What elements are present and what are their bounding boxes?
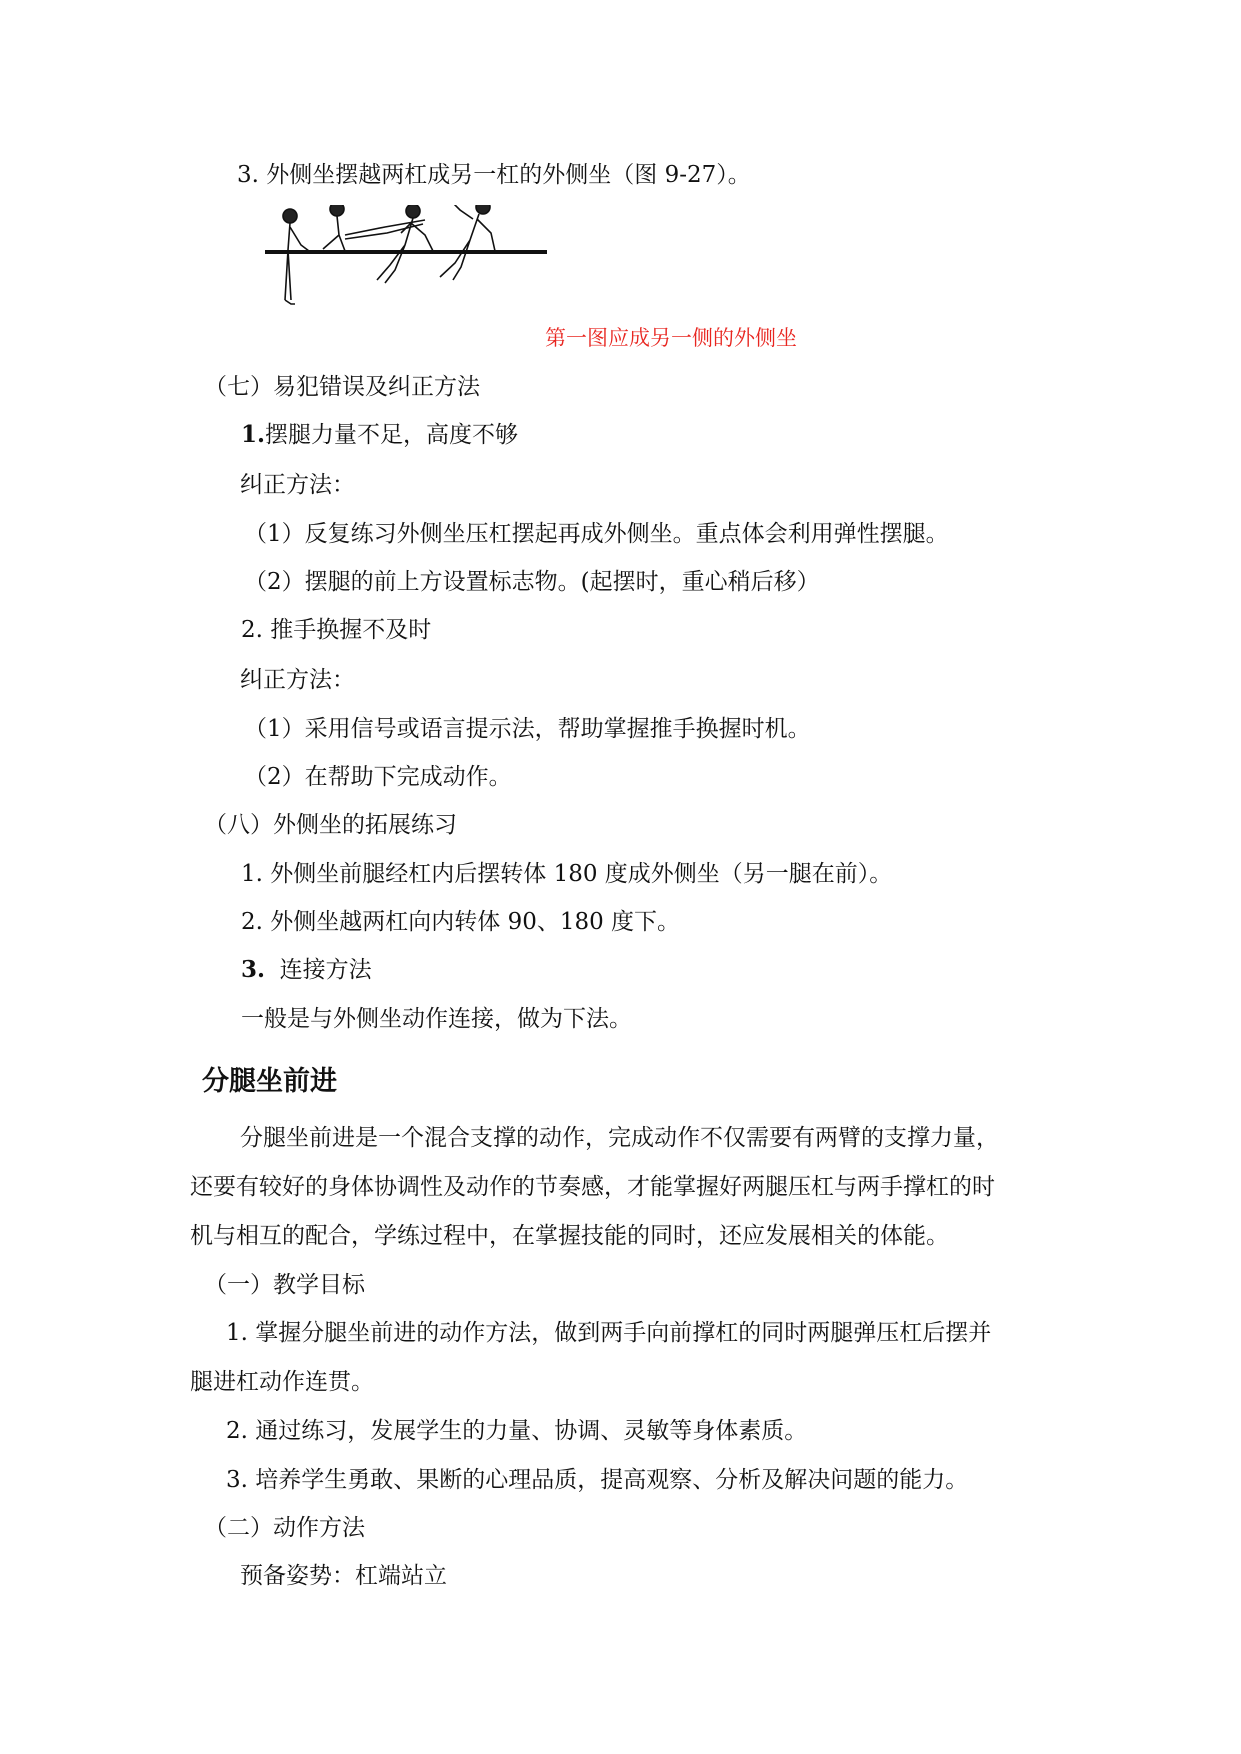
fix2-item1: （1）采用信号或语言提示法，帮助掌握推手换握时机。 bbox=[244, 716, 811, 742]
prep-line: 预备姿势：杠端站立 bbox=[240, 1563, 447, 1589]
figure-reference-line: 3. 外侧坐摆越两杠成另一杠的外侧坐（图 9-27）。 bbox=[237, 162, 751, 188]
gymnast-swing-2 bbox=[440, 205, 495, 280]
fix2-item2: （2）在帮助下完成动作。 bbox=[244, 764, 512, 790]
error1-number: 1. bbox=[241, 421, 266, 448]
intro-line-2: 还要有较好的身体协调性及动作的节奏感，才能掌握好两腿压杠与两手撑杠的时 bbox=[190, 1174, 995, 1200]
gymnast-swing-1 bbox=[377, 205, 433, 283]
gymnast-standing bbox=[283, 209, 309, 304]
error1-text: 摆腿力量不足，高度不够 bbox=[265, 422, 519, 448]
goal1-line-b: 腿进杠动作连贯。 bbox=[190, 1369, 374, 1395]
extension-item3-desc: 一般是与外侧坐动作连接，做为下法。 bbox=[241, 1006, 632, 1032]
fix1-item2: （2）摆腿的前上方设置标志物。(起摆时，重心稍后移） bbox=[244, 569, 820, 595]
goal3-line: 3. 培养学生勇敢、果断的心理品质，提高观察、分析及解决问题的能力。 bbox=[226, 1467, 969, 1493]
extension-item1: 1. 外侧坐前腿经杠内后摆转体 180 度成外侧坐（另一腿在前）。 bbox=[241, 861, 893, 887]
extension-item3 bbox=[241, 955, 372, 985]
intro-line-3: 机与相互的配合，学练过程中，在掌握技能的同时，还应发展相关的体能。 bbox=[190, 1223, 949, 1249]
goal-heading: （一）教学目标 bbox=[204, 1272, 365, 1298]
extension-item3-number: 3. bbox=[241, 956, 266, 983]
intro-line-1: 分腿坐前进是一个混合支撑的动作，完成动作不仅需要有两臂的支撑力量， bbox=[240, 1125, 999, 1151]
extension-item3-text: 连接方法 bbox=[279, 957, 372, 983]
gymnastics-figure-illustration bbox=[265, 205, 550, 350]
method-heading: （二）动作方法 bbox=[204, 1515, 365, 1541]
section-title: 分腿坐前进 bbox=[202, 1066, 337, 1097]
figure-correction-note: 第一图应成另一侧的外侧坐 bbox=[545, 326, 797, 350]
fix-label-2: 纠正方法： bbox=[240, 667, 355, 693]
section7-heading: （七）易犯错误及纠正方法 bbox=[204, 374, 480, 400]
fix-label-1: 纠正方法： bbox=[240, 472, 355, 498]
goal2-line: 2. 通过练习，发展学生的力量、协调、灵敏等身体素质。 bbox=[226, 1418, 808, 1444]
section8-heading: （八）外侧坐的拓展练习 bbox=[204, 812, 457, 838]
goal1-line-a: 1. 掌握分腿坐前进的动作方法，做到两手向前撑杠的同时两腿弹压杠后摆并 bbox=[226, 1320, 992, 1346]
fix1-item1: （1）反复练习外侧坐压杠摆起再成外侧坐。重点体会利用弹性摆腿。 bbox=[244, 521, 949, 547]
extension-item2: 2. 外侧坐越两杠向内转体 90、180 度下。 bbox=[241, 909, 681, 935]
error1-line bbox=[241, 420, 518, 450]
error2-line: 2. 推手换握不及时 bbox=[241, 617, 432, 643]
